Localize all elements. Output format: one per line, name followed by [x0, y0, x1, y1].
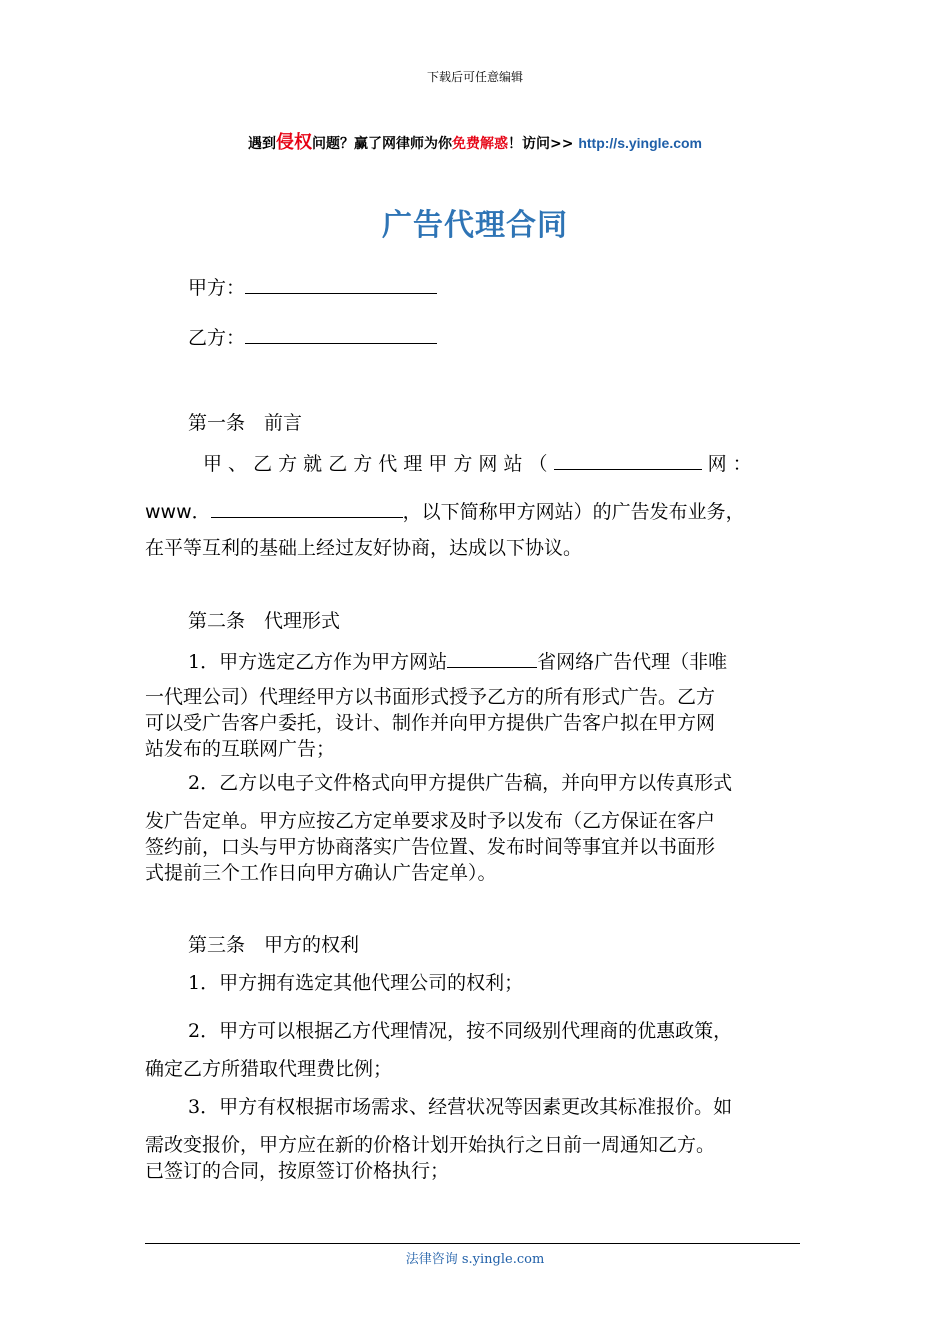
section-2-item-1-line-1 — [188, 646, 727, 676]
section-1-line-3: 在平等互利的基础上经过友好协商，达成以下协议。 — [145, 537, 583, 559]
section-2-item-2-line-2: 发广告定单。甲方应按乙方定单要求及时予以发布（乙方保证在客户 — [145, 810, 716, 832]
section-1-heading: 第一条 前言 — [188, 412, 303, 434]
header-note: 下载后可任意编辑 — [426, 70, 523, 84]
section-2-heading: 第二条 代理形式 — [188, 610, 341, 632]
section-2-item-1-line-4: 站发布的互联网广告； — [145, 738, 336, 760]
s1-text-d: ，以下简称甲方网站）的广告发布业务， — [402, 501, 745, 523]
section-2-item-2-line-3: 签约前，口头与甲方协商落实广告位置、发布时间等事宜并以书面形 — [145, 836, 716, 858]
section-1-line-2 — [145, 496, 745, 526]
s2-i1-text-b: 省网络广告代理（非唯 — [537, 651, 728, 673]
s1-text-b: 网 ： — [707, 453, 752, 475]
section-2-item-1-line-2: 一代理公司）代理经甲方以书面形式授予乙方的所有形式广告。乙方 — [145, 686, 716, 708]
s1-text-a: 甲 、 乙 方 就 乙 方 代 理 甲 方 网 站 （ — [203, 453, 548, 475]
section-3-item-1: 1．甲方拥有选定其他代理公司的权利； — [188, 972, 524, 994]
section-3-item-2-line-2: 确定乙方所猎取代理费比例； — [145, 1058, 393, 1080]
document-title: 广告代理合同 — [382, 208, 568, 243]
promo-highlight-infringement: 侵权 — [275, 132, 312, 153]
website-url-blank[interactable] — [211, 496, 403, 518]
section-3-item-2-line-1: 2．甲方可以根据乙方代理情况，按不同级别代理商的优惠政策， — [188, 1020, 733, 1042]
section-2-item-2-line-4: 式提前三个工作日向甲方确认广告定单）。 — [145, 862, 497, 884]
section-3-item-3-line-3: 已签订的合同，按原签订价格执行； — [145, 1160, 450, 1182]
party-b-line — [188, 322, 437, 352]
section-3-item-3-line-2: 需改变报价，甲方应在新的价格计划开始执行之日前一周通知乙方。 — [145, 1134, 716, 1156]
promo-highlight-free: 免费解惑 — [451, 136, 508, 152]
footer-divider — [145, 1243, 800, 1244]
party-a-blank[interactable] — [245, 272, 437, 294]
footer-link[interactable]: 法律咨询 s.yingle.com — [405, 1252, 545, 1267]
promo-link[interactable]: http://s.yingle.com — [578, 135, 703, 151]
section-3-item-3-line-1: 3．甲方有权根据市场需求、经营状况等因素更改其标准报价。如 — [188, 1096, 733, 1118]
section-2-item-1-line-3: 可以受广告客户委托，设计、制作并向甲方提供广告客户拟在甲方网 — [145, 712, 716, 734]
promo-text-3: ！访问>> — [507, 136, 579, 152]
promo-text-2: 问题？赢了网律师为你 — [311, 136, 452, 152]
section-3-heading: 第三条 甲方的权利 — [188, 934, 360, 956]
party-b-blank[interactable] — [245, 322, 437, 344]
promo-banner — [0, 128, 950, 154]
promo-text-1: 遇到 — [247, 136, 276, 152]
province-blank[interactable] — [447, 646, 537, 668]
s1-text-c: www． — [145, 501, 211, 523]
party-a-label: 甲方： — [188, 277, 246, 299]
party-a-line — [188, 272, 437, 302]
website-name-blank[interactable] — [554, 448, 702, 470]
s2-i1-text-a: 1．甲方选定乙方作为甲方网站 — [188, 651, 448, 673]
section-2-item-2-line-1: 2．乙方以电子文件格式向甲方提供广告稿，并向甲方以传真形式 — [188, 772, 733, 794]
section-1-line-1 — [203, 448, 752, 478]
party-b-label: 乙方： — [188, 327, 246, 349]
